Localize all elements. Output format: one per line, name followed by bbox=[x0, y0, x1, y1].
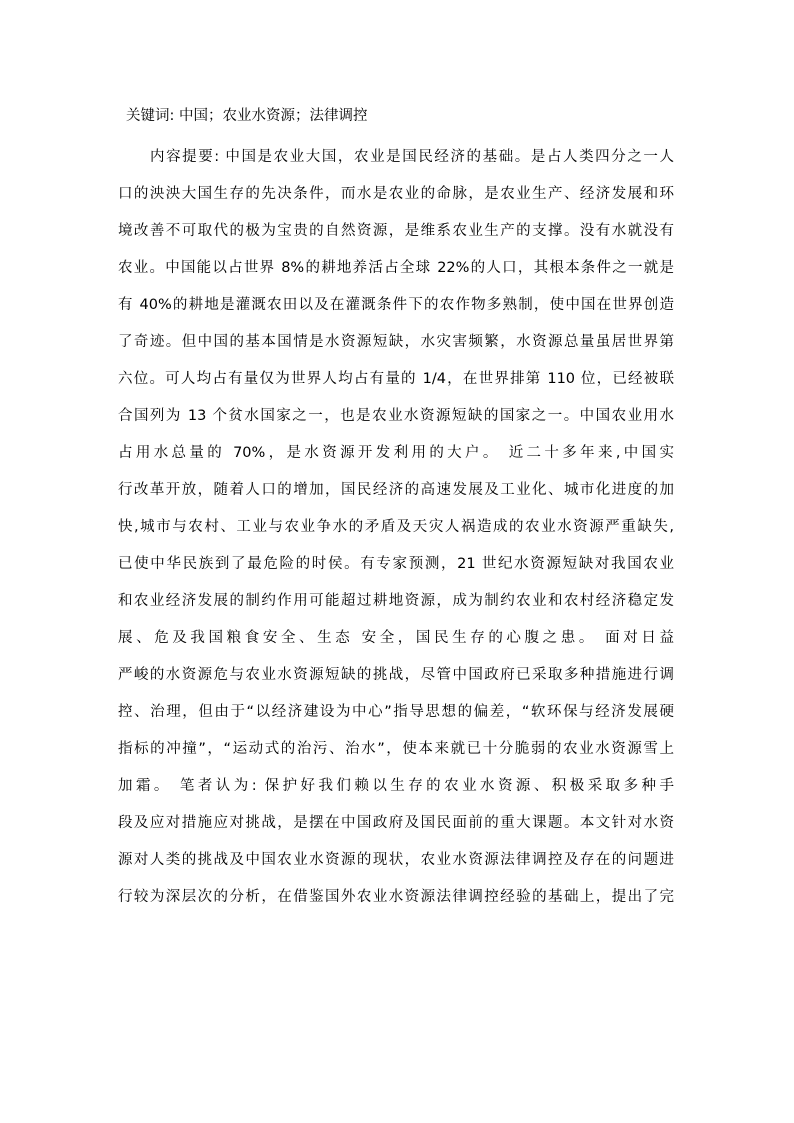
abstract-line: 段及应对措施应对挑战，是摆在中国政府及国民面前的重大课题。本文针对水资 bbox=[118, 815, 674, 831]
abstract-line: 农业。中国能以占世界 8%的耕地养活占全球 22%的人口，其根本条件之一就是 bbox=[118, 260, 674, 276]
keywords-line: 关键词: 中国；农业水资源；法律调控 bbox=[126, 108, 368, 124]
abstract-line: 严峻的水资源危与农业水资源短缺的挑战，尽管中国政府已采取多种措施进行调 bbox=[118, 667, 674, 683]
abstract-line: 占用水总量的 70%，是水资源开发利用的大户。 近二十多年来,中国实 bbox=[118, 445, 674, 461]
abstract-line: 行较为深层次的分析，在借鉴国外农业水资源法律调控经验的基础上，提出了完 bbox=[118, 889, 674, 905]
abstract-line: 源对人类的挑战及中国农业水资源的现状，农业水资源法律调控及存在的问题进 bbox=[118, 852, 674, 868]
abstract-line: 行改革开放，随着人口的增加，国民经济的高速发展及工业化、城市化进度的加 bbox=[118, 482, 674, 498]
abstract-line: 展、危及我国粮食安全、生态 安全，国民生存的心腹之患。 面对日益 bbox=[118, 630, 674, 646]
abstract-line: 已使中华民族到了最危险的时侯。有专家预测，21 世纪水资源短缺对我国农业 bbox=[118, 556, 674, 572]
abstract-line: 和农业经济发展的制约作用可能超过耕地资源，成为制约农业和农村经济稳定发 bbox=[118, 593, 674, 609]
abstract-line: 六位。可人均占有量仅为世界人均占有量的 1/4，在世界排第 110 位，已经被联 bbox=[118, 371, 674, 387]
abstract-line: 境改善不可取代的极为宝贵的自然资源，是维系农业生产的支撑。没有水就没有 bbox=[118, 223, 674, 239]
abstract-line: 合国列为 13 个贫水国家之一，也是农业水资源短缺的国家之一。中国农业用水 bbox=[118, 408, 674, 424]
abstract-line: 指标的冲撞”，“运动式的治污、治水”，使本来就已十分脆弱的农业水资源雪上 bbox=[118, 741, 674, 757]
abstract-line: 有 40%的耕地是灌溉农田以及在灌溉条件下的农作物多熟制，使中国在世界创造 bbox=[118, 297, 674, 313]
abstract-line: 了奇迹。但中国的基本国情是水资源短缺，水灾害频繁，水资源总量虽居世界第 bbox=[118, 334, 674, 350]
abstract-line: 内容提要: 中国是农业大国，农业是国民经济的基础。是占人类四分之一人 bbox=[150, 149, 674, 165]
abstract-line: 控、治理，但由于“以经济建设为中心”指导思想的偏差，“软环保与经济发展硬 bbox=[118, 704, 674, 720]
abstract-line: 口的泱泱大国生存的先决条件，而水是农业的命脉，是农业生产、经济发展和环 bbox=[118, 186, 674, 202]
abstract-line: 快,城市与农村、工业与农业争水的矛盾及天灾人祸造成的农业水资源严重缺失, bbox=[118, 519, 674, 535]
abstract-line: 加霜。 笔者认为: 保护好我们赖以生存的农业水资源、积极采取多种手 bbox=[118, 778, 674, 794]
